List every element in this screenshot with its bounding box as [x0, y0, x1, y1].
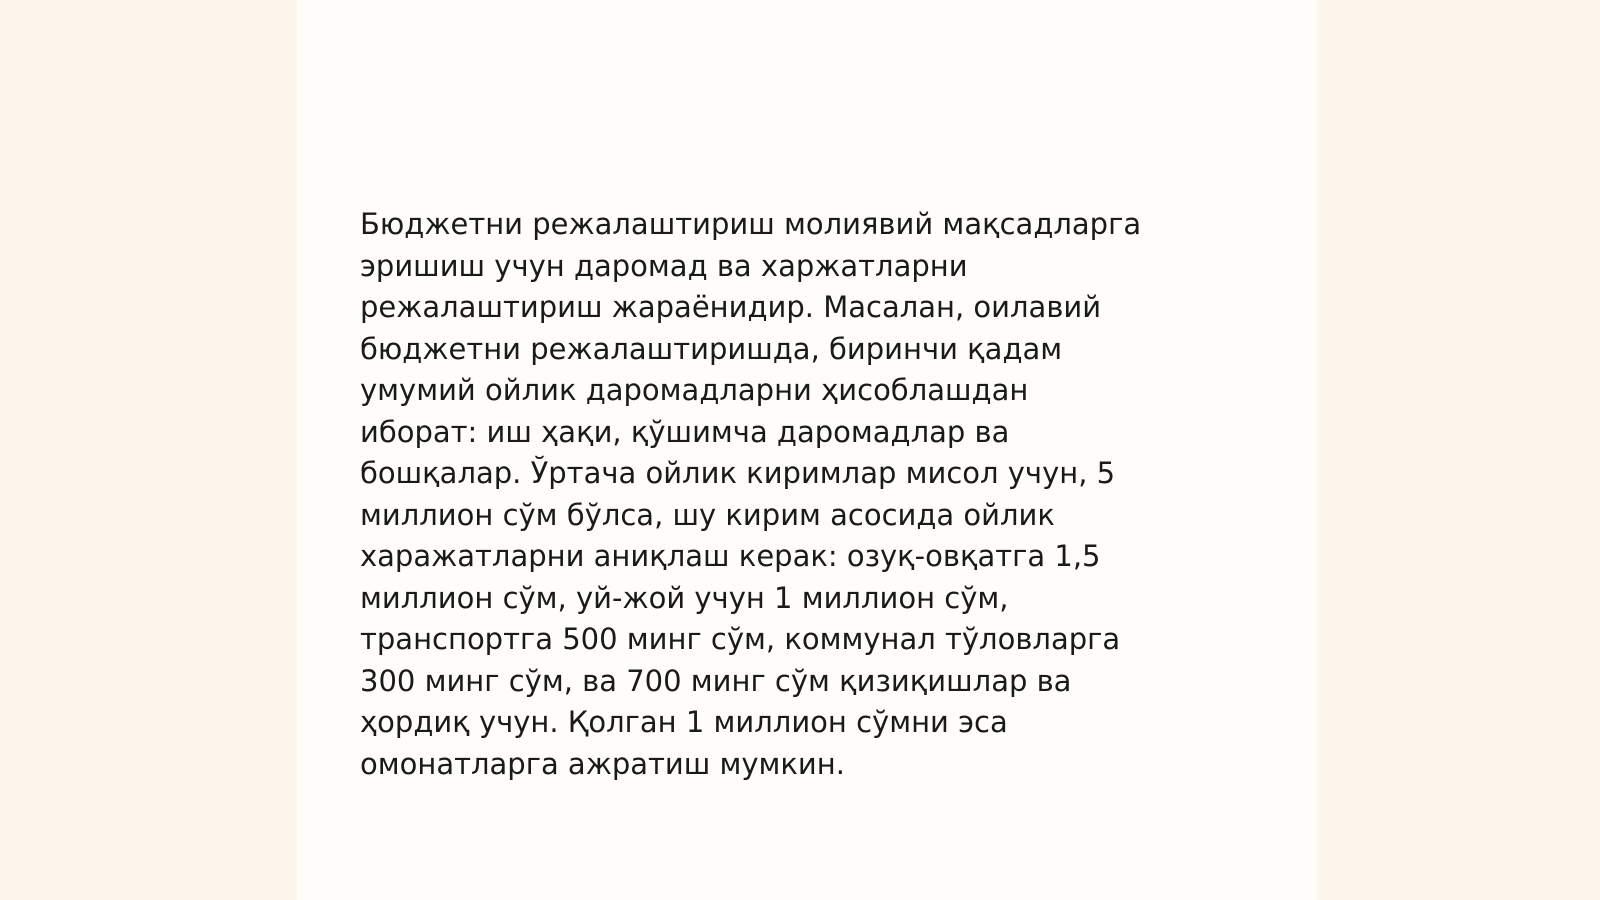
- slide-canvas: [297, 0, 1317, 900]
- left-margin-panel: [0, 0, 297, 900]
- slide-body-text: Бюджетни режалаштириш молиявий мақсадларга эришиш учун даромад ва харжатларни режалаштириш жараёнидир. Масалан, оилавий бюджетни режалаштиришда, биринчи қадам умумий ойлик даромадларни ҳисоблашдан иборат: иш ҳақи, қўшимча даромадлар ва бошқалар. Ўртача ойлик киримлар мисол учун, 5 миллион сўм бўлса, шу кирим асосида ойлик харажатларни аниқлаш керак: озуқ-овқатга 1,5 миллион сўм, уй-жой учун 1 миллион сўм, транспортга 500 минг сўм, коммунал тўловларга 300 минг сўм, ва 700 минг сўм қизиқишлар ва ҳордиқ учун. Қолган 1 миллион сўмни эса омонатларга ажратиш мумкин.: [360, 207, 1142, 781]
- right-margin-panel: [1317, 0, 1600, 900]
